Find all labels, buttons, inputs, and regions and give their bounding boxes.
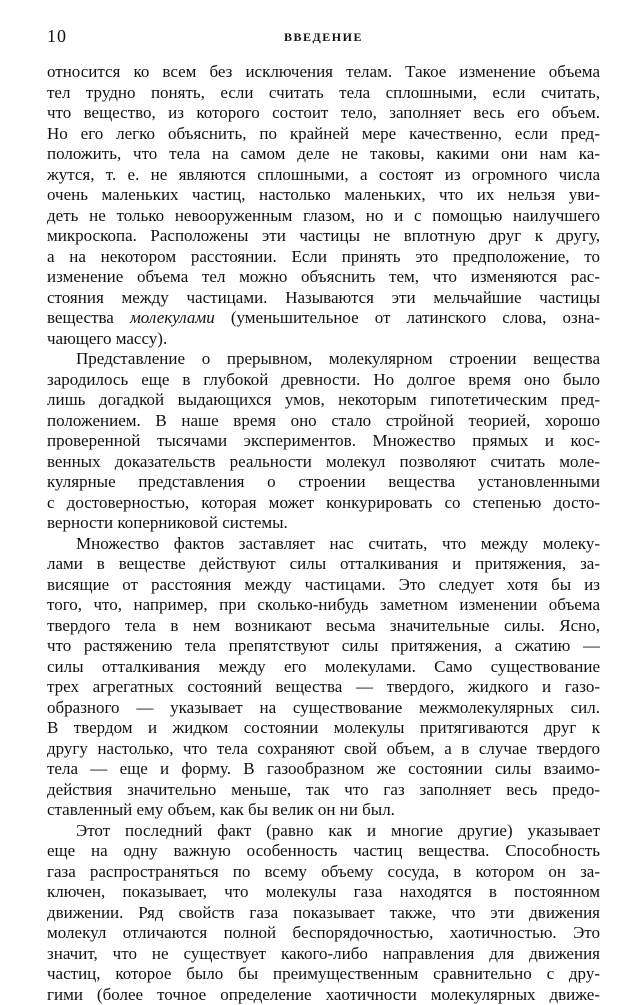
text-line: деть не только невооруженным глазом, но и с помощью наилучшего: [47, 206, 600, 227]
text-line: Этот последний факт (равно как и многие другие) указывает: [47, 821, 600, 842]
text-line: действия значительно меньше, так что газ заполняет весь предо-: [47, 780, 600, 801]
text-line: верности коперниковой системы.: [47, 513, 600, 534]
text-line: гими (более точное определение хаотичности молекулярных движе-: [47, 985, 600, 1005]
running-title: ВВЕДЕНИЕ: [47, 31, 600, 43]
text-line: движении. Ряд свойств газа показывает также, что эти движения: [47, 903, 600, 924]
page-number: 10: [47, 27, 67, 45]
text-line: еще на одну важную особенность частиц вещества. Способность: [47, 841, 600, 862]
paragraph: [47, 349, 600, 534]
text-line: газа распространяться по всему объему сосуда, в котором он за-: [47, 862, 600, 883]
book-page: [47, 0, 600, 30]
text-line: значит, что не существует какого-либо направления для движения: [47, 944, 600, 965]
paragraph: [47, 62, 600, 349]
text-line: проверенной тысячами экспериментов. Множество прямых и кос-: [47, 431, 600, 452]
paragraph: [47, 534, 600, 821]
text-line: изменение объема тел можно объяснить тем, что изменяются рас-: [47, 267, 600, 288]
text-line: тел трудно понять, если считать тела сплошными, если считать,: [47, 83, 600, 104]
text-line: жутся, т. е. не являются сплошными, а состоят из огромного числа: [47, 165, 600, 186]
text-line: ключен, показывает, что молекулы газа находятся в постоянном: [47, 882, 600, 903]
text-line: зародилось еще в глубокой древности. Но долгое время оно было: [47, 370, 600, 391]
text-fragment: вещества: [47, 308, 130, 327]
text-line: что растяжению тела препятствуют силы притяжения, а сжатию —: [47, 636, 600, 657]
paragraph: [47, 821, 600, 1005]
text-line: того, что, например, при сколько-нибудь заметном изменении объема: [47, 595, 600, 616]
page-header: [47, 0, 600, 30]
text-line: лами в веществе действуют силы отталкивания и притяжения, за-: [47, 554, 600, 575]
text-line: стояния между частицами. Называются эти мельчайшие частицы: [47, 288, 600, 309]
text-line: силы отталкивания между его молекулами. Само существование: [47, 657, 600, 678]
body-text: [47, 62, 600, 1005]
text-line: что вещество, из которого состоит тело, заполняет весь его объем.: [47, 103, 600, 124]
text-line-with-emphasis: [47, 308, 600, 329]
text-line: с достоверностью, которая может конкурировать со степенью досто-: [47, 493, 600, 514]
text-fragment: (уменьшительное от латинского слова, озна-: [215, 308, 600, 327]
text-line: твердого тела в нем возникают весьма значительные силы. Ясно,: [47, 616, 600, 637]
text-line: другу настолько, что тела сохраняют свой объем, а в случае твердого: [47, 739, 600, 760]
text-line: образного — указывает на существование межмолекулярных сил.: [47, 698, 600, 719]
text-line: висящие от расстояния между частицами. Это следует хотя бы из: [47, 575, 600, 596]
text-line: положить, что тела на самом деле не таковы, какими они нам ка-: [47, 144, 600, 165]
text-line: микроскопа. Расположены эти частицы не вплотную друг к другу,: [47, 226, 600, 247]
text-line: Представление о прерывном, молекулярном строении вещества: [47, 349, 600, 370]
text-line: чающего массу).: [47, 329, 600, 350]
text-line: Множество фактов заставляет нас считать, что между молеку-: [47, 534, 600, 555]
text-line: кулярные представления о строении вещества установленными: [47, 472, 600, 493]
text-line: тела — еще и форму. В газообразном же состоянии силы взаимо-: [47, 759, 600, 780]
text-line: трех агрегатных состояний вещества — твердого, жидкого и газо-: [47, 677, 600, 698]
text-line: очень маленьких частиц, настолько маленьких, что их нельзя уви-: [47, 185, 600, 206]
text-line: Но его легко объяснить, по крайней мере качественно, если пред-: [47, 124, 600, 145]
text-line: частиц, которое было бы преимущественным сравнительно с дру-: [47, 964, 600, 985]
text-line: лишь догадкой выдающихся умов, некоторым гипотетическим пред-: [47, 390, 600, 411]
text-line: молекул отличаются полной беспорядочностью, хаотичностью. Это: [47, 923, 600, 944]
text-line: относится ко всем без исключения телам. Такое изменение объема: [47, 62, 600, 83]
text-line: венных доказательств реальности молекул позволяют считать моле-: [47, 452, 600, 473]
text-line: ставленный ему объем, как бы велик он ни был.: [47, 800, 600, 821]
emphasized-term: молекулами: [130, 308, 215, 327]
text-line: положением. В наше время оно стало стройной теорией, хорошо: [47, 411, 600, 432]
text-line: а на некотором расстоянии. Если принять это предположение, то: [47, 247, 600, 268]
text-line: В твердом и жидком состоянии молекулы притягиваются друг к: [47, 718, 600, 739]
